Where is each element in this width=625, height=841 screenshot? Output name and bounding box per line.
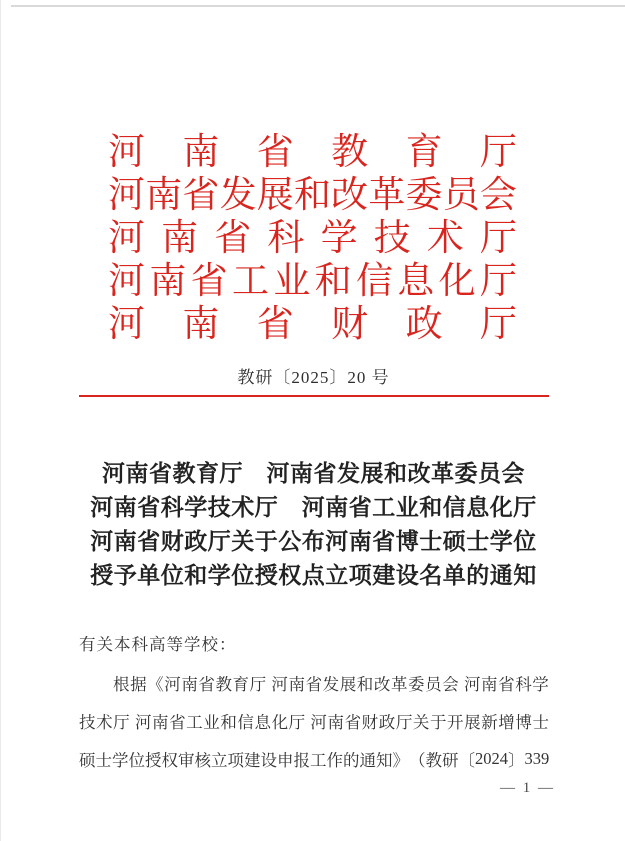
title-line-2: 河南省科学技术厅 河南省工业和信息化厅 <box>90 495 537 520</box>
page-number: — 1 — <box>500 780 555 796</box>
paragraph-line-1: 根 据 《 河 南 省 教 育 厅 河 南 省 发 展 和 改 革 委 员 会 河 南 省 科 学 <box>113 675 549 694</box>
document-body <box>79 626 549 778</box>
title-line-4: 授予单位和学位授权点立项建设名单的通知 <box>90 563 537 588</box>
document-title <box>1 457 625 593</box>
paragraph-line-2: 技 术 厅 河 南 省 工 业 和 信 息 化 厅 河 南 省 财 政 厅 关 于 开 展 新 增 博 士 <box>79 713 549 732</box>
agency-name-development-reform: 河 南 省 发 展 和 改 革 委 员 会 <box>108 174 517 216</box>
agency-name-finance: 河 南 省 财 政 厅 <box>108 303 517 345</box>
salutation-line: 有关本科高等学校： <box>79 635 237 654</box>
red-letterhead <box>108 126 517 345</box>
red-rule-divider <box>79 395 549 397</box>
paragraph-line-3: 硕 士 学 位 授 权 审 核 立 项 建 设 申 报 工 作 的 通 知 》 （ 教 研 〔 2 0 2 4 〕 3 3 9 <box>79 749 550 770</box>
agency-name-education: 河 南 省 教 育 厅 <box>108 131 517 173</box>
title-line-3: 河南省财政厅关于公布河南省博士硕士学位 <box>90 529 537 554</box>
agency-name-science-technology: 河 南 省 科 学 技 术 厅 <box>108 217 517 259</box>
page-top-edge-divider <box>11 5 625 7</box>
document-number: 教研〔2025〕20 号 <box>237 368 390 387</box>
title-line-1: 河南省教育厅 河南省发展和改革委员会 <box>102 461 525 486</box>
agency-name-industry-information: 河 南 省 工 业 和 信 息 化 厅 <box>108 260 517 302</box>
